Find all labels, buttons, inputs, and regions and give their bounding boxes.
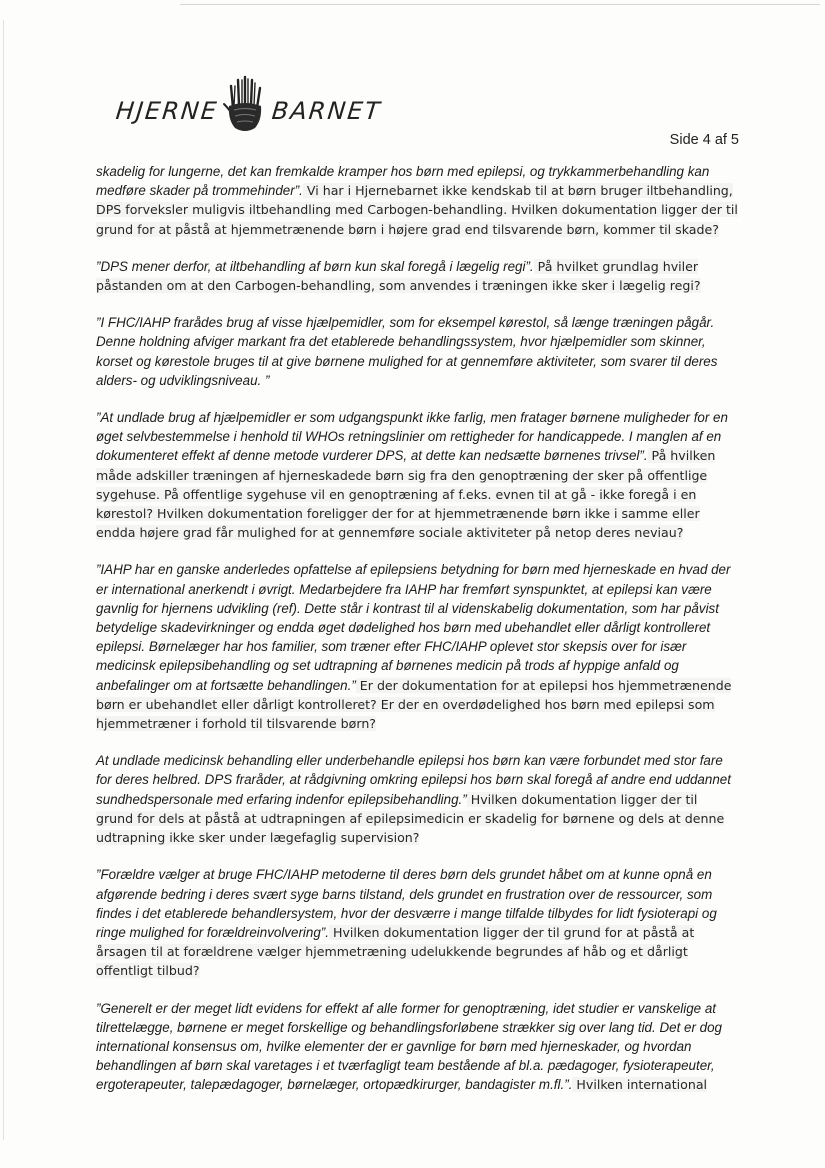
hjernebarnet-logo bbox=[116, 74, 381, 134]
quoted-text: ”DPS mener derfor, at iltbehandling af børn kun skal foregå i lægelig regi”. bbox=[96, 258, 534, 274]
paragraph bbox=[96, 560, 738, 733]
question-text: På hvilket grundlag hviler påstanden om at den Carbogen-behandling, som anvendes i træningen ikke sker i lægelig regi? bbox=[96, 258, 701, 294]
quoted-text: ”At undlade brug af hjælpemidler er som udgangspunkt ikke farlig, men fratager børnene muligheder for en øget selvbestemmelse i henhold til WHOs retningslinier om rettigheder for handicappede. I manglen af en dokumenteret effekt af denne metode vurderer DPS, at dette kan nedsætte børnenes trivsel”. bbox=[96, 410, 728, 464]
scan-edge-top bbox=[180, 4, 820, 5]
question-text: Er der dokumentation for at epilepsi hos hjemmetrænende børn er ubehandlet eller dårligt kontrolleret? Er der en overdødelighed hos børn med epilepsi som hjemmetræner i forhold til tilsvarende børn? bbox=[96, 677, 732, 732]
document-body bbox=[96, 162, 738, 1113]
page-number: Side 4 af 5 bbox=[669, 132, 739, 148]
logo-word-left: HJERNE bbox=[114, 97, 220, 125]
quoted-text: ”I FHC/IAHP frarådes brug af visse hjælpemidler, som for eksempel kørestol, så længe træningen pågår. Denne holdning afviger markant fra det etablerede behandlingssystem, hvor hjælpemidler som skinner, korset og kørestole bruges til at give børnene mulighed for at gennemføre aktiviteter, som svarer til deres alders- og udviklingsniveau. ” bbox=[96, 315, 718, 388]
paragraph bbox=[96, 313, 738, 390]
logo-word-right: BARNET bbox=[270, 97, 383, 125]
paragraph bbox=[96, 257, 738, 295]
question-text: Hvilken international bbox=[572, 1077, 708, 1093]
quoted-text: skadelig for lungerne, det kan fremkalde kramper hos børn med epilepsi, og trykkammerbehandling kan medføre skader på trommehinder”. bbox=[96, 164, 710, 199]
hand-icon bbox=[220, 74, 270, 134]
paragraph bbox=[96, 865, 738, 980]
paragraph bbox=[96, 162, 738, 239]
question-text: Vi har i Hjernebarnet ikke kendskab til at børn bruger iltbehandling, DPS forveksler muligvis iltbehandling med Carbogen-behandling. Hvilken dokumentation ligger der til grund for at påstå at hjemmetrænende børn i højere grad end tilsvarende børn, kommer til skade? bbox=[96, 183, 738, 237]
paragraph bbox=[96, 999, 738, 1095]
scan-edge-left bbox=[3, 20, 4, 1140]
question-text: Hvilken dokumentation ligger der til grund for at påstå at årsagen til at forældrene vælger hjemmetræning udelukkende begrundes af håb og et dårligt offentligt tilbud? bbox=[96, 924, 695, 979]
quoted-text: ”Generelt er der meget lidt evidens for effekt af alle former for genoptræning, idet studier er vanskelige at tilrettelægge, børnene er meget forskellige og behandlingsforløbene strækker sig over lang tid. Det er dog international konsensus om, hvilke elementer der er gavnlige for børn med hjerneskader, og hvordan behandlingen af børn skal varetages i et tværfagligt team bestående af bl.a. pædagoger, fysioterapeuter, ergoterapeuter, talepædagoger, børnelæger, ortopædkirurger, bandagister m.fl.”. bbox=[96, 1000, 722, 1093]
question-text: På hvilken måde adskiller træningen af hjerneskadede børn sig fra den genoptræning der sker på offentlige sygehuse. På offentlige sygehuse vil en genoptræning af f.eks. evnen til at gå - ikke foregå i en kørestol? Hvilken dokumentation foreligger der for at hjemmetrænende børn ikke i samme eller endda højere grad får mulighed for at gennemføre sociale aktiviteter på netop deres neviau? bbox=[96, 448, 716, 541]
question-text: Hvilken dokumentation ligger der til grund for dels at påstå at udtrapningen af epilepsimedicin er skadelig for børnene og dels at denne udtrapning ikke sker under lægefaglig supervision? bbox=[96, 791, 725, 846]
paragraph bbox=[96, 751, 738, 847]
quoted-text: At undlade medicinsk behandling eller underbehandle epilepsi hos børn kan være forbundet med stor fare for deres helbred. DPS fraråder, at rådgivning omkring epilepsi hos børn skal foregå af andre end uddannet sundhedspersonale med erfaring indenfor epilepsibehandling.” bbox=[96, 753, 731, 807]
quoted-text: ”IAHP har en ganske anderledes opfattelse af epilepsiens betydning for børn med hjerneskade en hvad der er international anerkendt i øvrigt. Medarbejdere fra IAHP har fremført synspunktet, at epilepsi kan være gavnlig for hjernens udvikling (ref). Dette står i kontrast til al videnskabelig dokumentation, som har påvist betydelige skadevirkninger og endda øget dødelighed hos børn med ubehandlet eller dårligt kontrolleret epilepsi. Børnelæger har hos familier, som træner efter FHC/IAHP oplevet stor skepsis over for især medicinsk epilepsibehandling og set udtrapning af børnenes medicin på trods af hyppige anfald og anbefalinger om at fortsætte behandlingen.” bbox=[96, 562, 731, 693]
quoted-text: ”Forældre vælger at bruge FHC/IAHP metoderne til deres børn dels grundet håbet om at kunne opnå en afgørende bedring i deres svært syge barns tilstand, dels grundet en frustration over de ressourcer, som findes i det etablerede behandlersystem, hvor der desværre i mange tilfalde tilbydes for lidt fysioterapi og ringe mulighed for forældreinvolvering”. bbox=[96, 867, 717, 940]
paragraph bbox=[96, 408, 738, 542]
